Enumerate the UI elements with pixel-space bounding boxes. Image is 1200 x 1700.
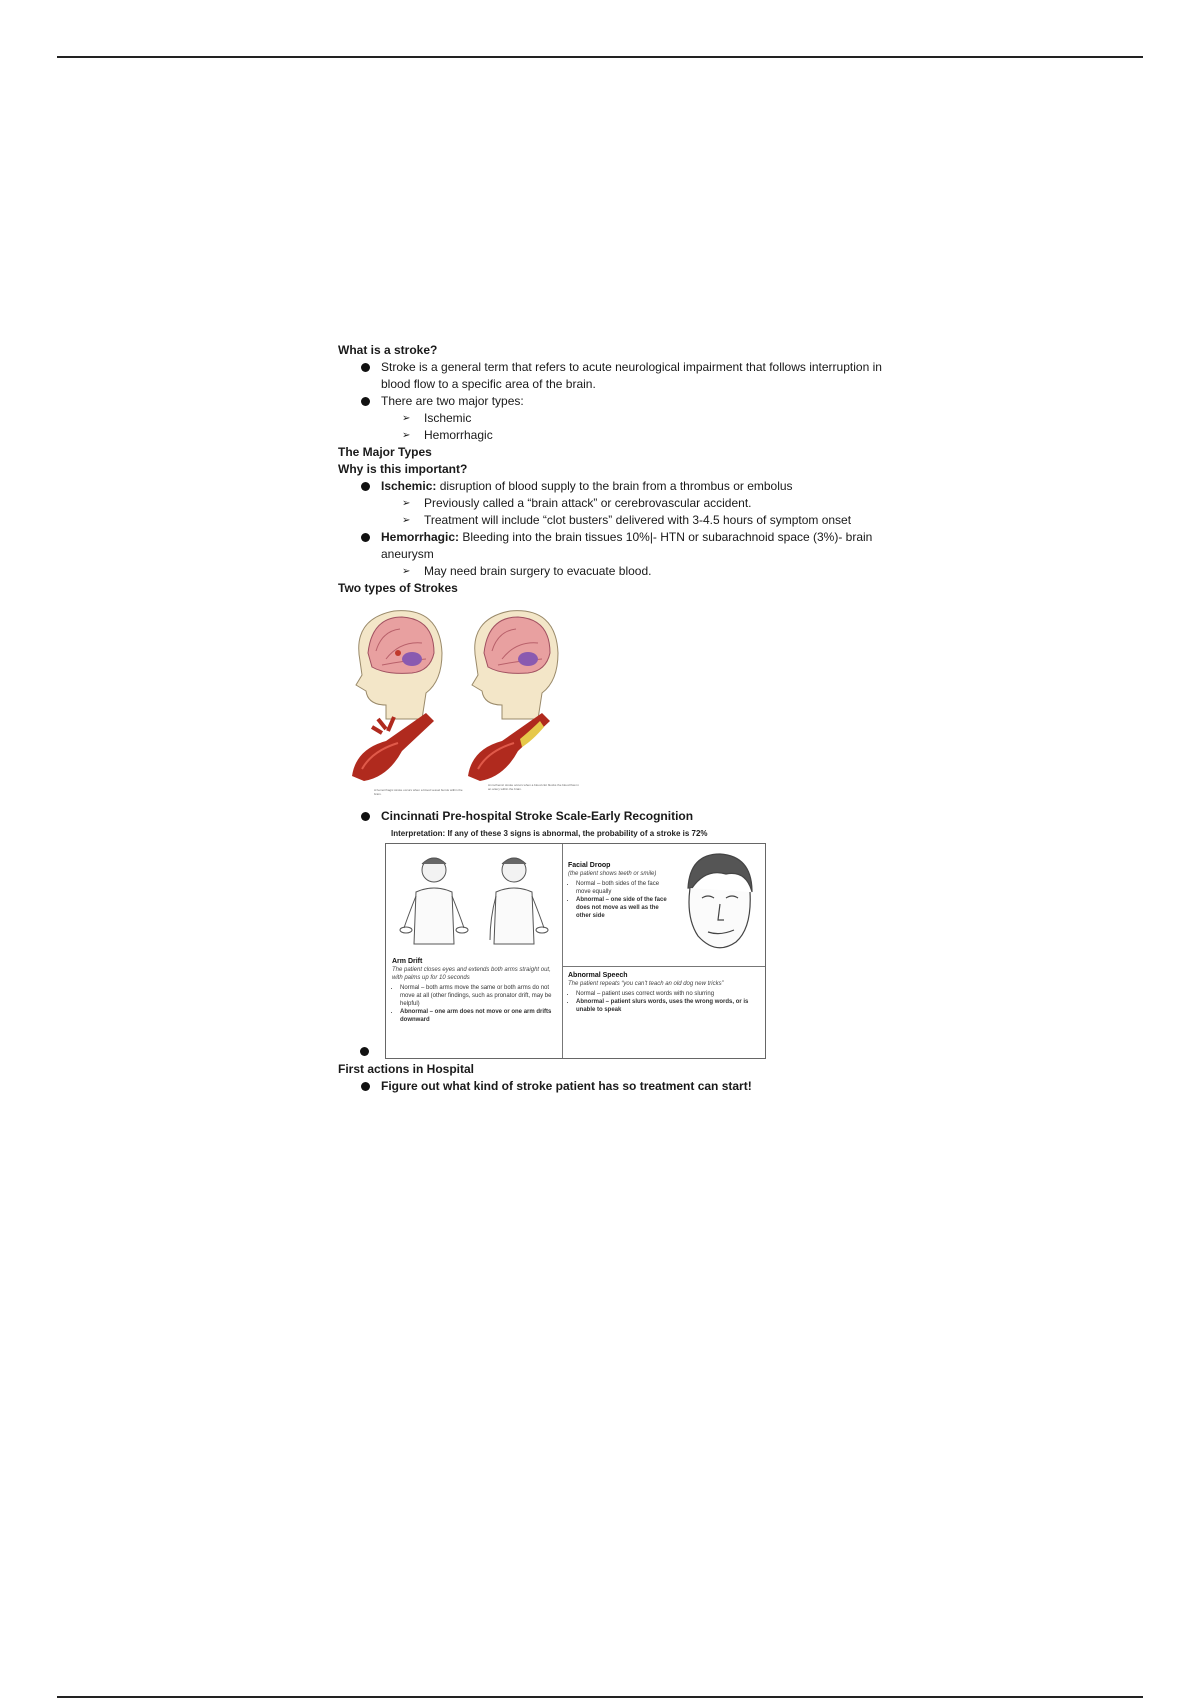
sub-list-item xyxy=(338,495,898,512)
cpss-interpretation: Interpretation: If any of these 3 signs is abnormal, the probability of a stroke is 72% xyxy=(391,829,708,838)
empty-bullet xyxy=(360,1047,369,1056)
caption-ischemic: An ischemic stroke occurs when a blood clot blocks the blood flow in an artery within the brain. xyxy=(488,783,579,791)
list-item xyxy=(338,359,898,393)
arm-drift-illustration xyxy=(394,848,554,948)
list-item xyxy=(338,1078,898,1095)
list-item xyxy=(338,529,898,563)
list-item-cincinnati xyxy=(338,808,898,825)
document-body xyxy=(338,342,898,1095)
list-item xyxy=(338,393,898,410)
sub-list-item xyxy=(338,427,898,444)
facial-droop-abnormal: • Abnormal – one side of the face does not move as well as the other side xyxy=(576,896,668,920)
abnormal-speech-abnormal: • Abnormal – patient slurs words, uses the wrong words, or is unable to speak xyxy=(576,998,758,1014)
abnormal-speech-normal: • Normal – patient uses correct words with no slurring xyxy=(576,990,758,998)
arm-drift-normal: • Normal – both arms move the same or both arms do not move at all (other findings, such as pronator drift, may be helpful) xyxy=(400,984,558,1008)
hemorrhagic-stroke-illustration xyxy=(342,601,454,801)
facial-droop-desc: (the patient shows teeth or smile) xyxy=(568,871,657,877)
abnormal-speech-cell xyxy=(568,972,758,1014)
divider xyxy=(562,966,765,967)
ischemic-stroke-illustration xyxy=(458,601,570,801)
facial-droop-normal: • Normal – both sides of the face move equally xyxy=(576,880,668,896)
stroke-types-figure xyxy=(338,601,898,806)
facial-droop-cell xyxy=(568,862,668,920)
arm-drift-desc: The patient closes eyes and extends both arms straight out, with palms up for 10 seconds xyxy=(392,967,551,981)
heading-two-types: Two types of Strokes xyxy=(338,581,458,595)
sub-list-item-text: May need brain surgery to evacuate blood. xyxy=(424,564,652,578)
abnormal-speech-title: Abnormal Speech xyxy=(568,972,628,979)
face-illustration xyxy=(676,848,760,960)
bottom-rule xyxy=(57,1696,1143,1698)
heading-why-important: Why is this important? xyxy=(338,462,468,476)
caption-hemorrhagic: A hemorrhagic stroke occurs when a blood vessel bursts within the brain. xyxy=(374,788,463,796)
sub-list-item-text: Hemorrhagic xyxy=(424,428,493,442)
ischemic-label: Ischemic: xyxy=(381,479,437,493)
top-rule xyxy=(57,56,1143,58)
hemorrhagic-text: Bleeding into the brain tissues 10%|- HTN or subarachnoid space (3%)- brain aneurysm xyxy=(381,530,873,561)
list-item-text: Figure out what kind of stroke patient has so treatment can start! xyxy=(381,1079,752,1093)
heading-major-types: The Major Types xyxy=(338,445,432,459)
sub-list-item xyxy=(338,410,898,427)
sub-list-item-text: Treatment will include “clot busters” delivered with 3-4.5 hours of symptom onset xyxy=(424,513,852,527)
arm-drift-cell xyxy=(392,958,558,1024)
cincinnati-scale-figure xyxy=(338,825,898,1061)
sub-list-item xyxy=(338,512,898,529)
hemorrhagic-label: Hemorrhagic: xyxy=(381,530,460,544)
sub-list-item xyxy=(338,563,898,580)
sub-list-item-text: Previously called a “brain attack” or cerebrovascular accident. xyxy=(424,496,752,510)
facial-droop-title: Facial Droop xyxy=(568,862,611,869)
arm-drift-title: Arm Drift xyxy=(392,958,423,965)
cincinnati-title: Cincinnati Pre-hospital Stroke Scale-Early Recognition xyxy=(381,809,694,823)
list-item xyxy=(338,478,898,495)
heading-what-is-stroke: What is a stroke? xyxy=(338,343,438,357)
list-item-text: There are two major types: xyxy=(381,394,524,408)
ischemic-text: disruption of blood supply to the brain from a thrombus or embolus xyxy=(436,479,793,493)
divider xyxy=(562,844,563,1058)
arm-drift-abnormal: • Abnormal – one arm does not move or one arm drifts downward xyxy=(400,1008,558,1024)
heading-first-actions: First actions in Hospital xyxy=(338,1062,475,1076)
cpss-table xyxy=(385,843,766,1059)
abnormal-speech-desc: The patient repeats “you can't teach an old dog new tricks” xyxy=(568,981,724,987)
list-item-text: Stroke is a general term that refers to acute neurological impairment that follows interruption in blood flow to a specific area of the brain. xyxy=(381,360,882,391)
sub-list-item-text: Ischemic xyxy=(424,411,472,425)
